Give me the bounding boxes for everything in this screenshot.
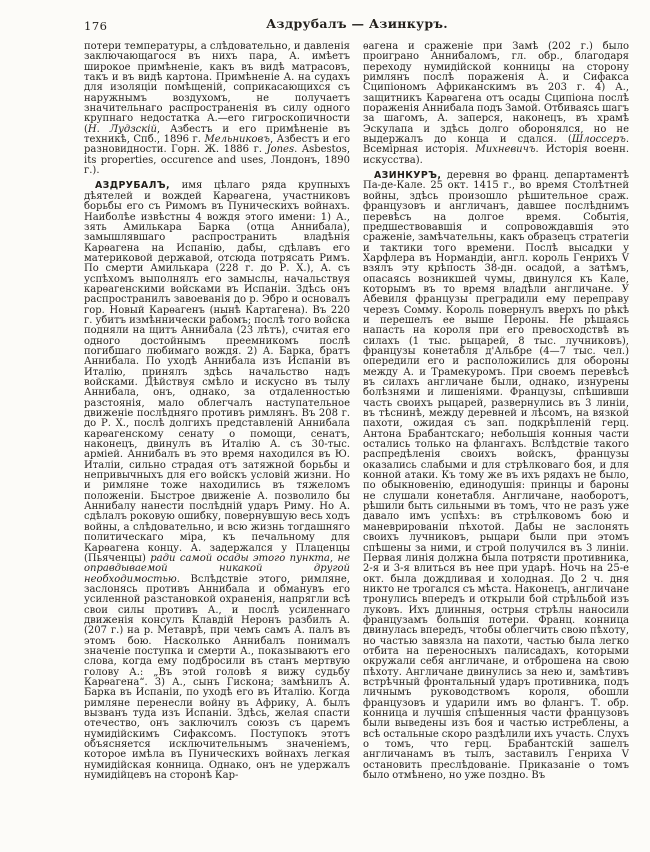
text-segment: . Всемірная исторія. (363, 134, 629, 156)
entry-headword: АЗИНКУРЪ, (374, 170, 442, 182)
text-segment: Шлоссеръ (571, 134, 626, 146)
continuation-paragraph (84, 42, 350, 176)
left-column (84, 42, 350, 781)
text-block (84, 16, 630, 781)
text-segment: Михневичъ (475, 144, 536, 156)
text-segment: , Азбестъ и его разновидности. Горн. Ж. 1886 г. (84, 134, 350, 156)
column-container (84, 42, 630, 781)
entry-paragraph (363, 171, 629, 781)
text-segment: Мельниковъ (204, 134, 270, 146)
text-segment: Н. Лудзскій (87, 123, 157, 135)
text-segment: Вслѣдствіе этого, римляне, заслонясь противъ Аннибала и обманувъ его усиленной разстановкой охраненія, напрягли всѣ свои силы противъ А., и послѣ усиленнаго движенія консулъ Клавдій Неронъ разбилъ А. (207 г.) на р. Метаврѣ, при чемъ самъ А. палъ въ этомъ бою. Насколько Аннибалъ понималъ значеніе поступка и смерти А., показываютъ его слова, когда ему подбросили въ станъ мертвую голову А.: „Въ этой головѣ я вижу судьбу Карѳагена“. 3) А., сынъ Гискона; замѣнилъ А. Барка въ Испаніи, по уходѣ его въ Италію. Когда римляне перенесли войну въ Африку, А. былъ вызванъ туда изъ Испаніи. Здѣсь, желая спасти отечество, онъ заключилъ союзъ съ царемъ нумидійскимъ Сифаксомъ. Поступокъ этотъ объясняется исключительнымъ значеніемъ, которое имѣла въ Пуническихъ войнахъ легкая нумидійская конница. Однако, онъ не удержалъ нумидійцевъ на сторонѣ Кар- (84, 573, 350, 782)
continuation-paragraph (363, 42, 629, 166)
text-segment: имя цѣлаго ряда крупныхъ дѣятелей и вождей Карѳагена, участниковъ борьбы его съ Римомъ въ Пуническихъ войнахъ. Наиболѣе извѣстны 4 вождя этого имени: 1) А., зять Амилькара Барка (отца Аннибала), замышлявшаго распространить владѣнія Карѳагена на Испанію, дабы, сдѣлавъ его материковой державой, отсюда потрясать Римъ. По смерти Амилькара (228 г. до Р. Х.), А. съ успѣхомъ выполнялъ его замыслы, начальствуя карѳагенскими войсками въ Испаніи. Здѣсь онъ распространилъ завоеванія до р. Эбро и основалъ гор. Новый Карѳагенъ (нынѣ Картагена). Въ 220 г. убитъ измѣннически рабомъ; послѣ того войска подняли на щитъ Аннибала (23 лѣтъ), считая его одного достойнымъ преемникомъ послѣ погибшаго любимаго вождя. 2) А. Барка, братъ Аннибала. По уходѣ Аннибала изъ Испаніи въ Италію, принялъ здѣсь начальство надъ войсками. Дѣйствуя смѣло и искусно въ тылу Аннибала, онъ, однако, за отдаленностью разстоянія, мало облегчалъ наступательное движеніе послѣдняго противъ римлянъ. Въ 208 г. до Р. Х., послѣ долгихъ представленій Аннибала карѳагенскому сенату о помощи, сенатъ, наконецъ, двинулъ въ Италію А. съ 30-тыс. арміей. Аннибалъ въ это время находился въ Ю. Италіи, сильно страдая отъ затяжной борьбы и непривычныхъ для его войскъ условій жизни. Но и римляне тоже находились въ тяжеломъ положеніи. Быстрое движеніе А. позволило бы Аннибалу нанести послѣдній ударъ Риму. Но А. сдѣлалъ роковую ошибку, повернувшую весь ходъ войны, а слѣдовательно, и всю жизнь тогдашняго политическаго міра, къ печальному для Карѳагена концу. А. задержался у Плаценцы (Пьяченцы) (84, 180, 350, 564)
running-head: Аздрубалъ — Азинкуръ. (266, 16, 448, 31)
right-column (363, 42, 629, 781)
text-segment: деревня во франц. департаментѣ Па-де-Кале. 25 окт. 1415 г., во время Столѣтней войны, здѣсь произошло рѣшительное сраж. французовъ и англичанъ, давшее послѣднимъ перевѣсъ на долгое время. Событія, предшествовавшія и сопровождавшія это сраженіе, замѣчательны, какъ образецъ стратегіи и тактики того времени. Послѣ высадки у Харфлера въ Нормандіи, англ. король Генрихъ V взялъ эту крѣпость 38-дн. осадой, а затѣмъ, опасаясь возникшей чумы, двинулся къ Кале, которымъ въ то время владѣли англичане. У Абевиля французы преградили ему переправу черезъ Сомму. Король повернулъ вверхъ по рѣкѣ и перешелъ ее выше Пероны. Не рѣшаясь напасть на короля при его превосходствѣ въ силахъ (1 тыс. рыцарей, 8 тыс. лучниковъ), французы конетабля д'Альбре (4—7 тыс. чел.) опередили его и расположились для обороны между А. и Трамекуромъ. При своемъ перевѣсѣ въ силахъ англичане были, однако, изнурены болѣзнями и лишеніями. Французы, спѣшивши часть своихъ рыцарей, развернулись въ 3 линіи, въ тѣснинѣ, между деревней и лѣсомъ, на вязкой пахоти, ожидая съ зап. подкрѣпленій герц. Антона Брабантскаго; небольшія конныя части остались только на флангахъ. Вслѣдствіе такого распредѣленія своихъ войскъ, французы оказались слабыми и для стрѣлковаго боя, и для конной атаки. Къ тому же въ ихъ рядахъ не было, по обыкновенію, единодушія: принцы и бароны не слушали конетабля. Англичане, наоборотъ, рѣшили быть сильными въ томъ, что не разъ уже давало имъ успѣхъ: въ стрѣлковомъ бою и маневрированіи пѣхотой. Дабы не заслонять своихъ лучниковъ, рыцари были при этомъ спѣшены за ними, и строй получился въ 3 линіи. Первая линія должна была потрясти противника, 2-я и 3-я влиться въ нее при ударѣ. Ночь на 25-е окт. была дождливая и холодная. До 2 ч. дня никто не трогался съ мѣста. Наконецъ, англичане тронулись впередъ и открыли бой стрѣльбой изъ луковъ. Ихъ длинныя, острыя стрѣлы наносили французамъ большія потери. Франц. конница двинулась впередъ, чтобы облегчить свою пѣхоту, но частью завязла на пахоти, частью была легко отбита на переносныхъ палисадахъ, которыми окружали себя англичане, и отброшена на свою пѣхоту. Англичане двинулись за нею и, замѣтивъ встрѣчный фронтальный ударъ противника, подъ личнымъ руководствомъ короля, обошли французовъ и ударили имъ во флангъ. Т. обр. конница и лучшія спѣшенныя части французовъ были выведены изъ боя и частью истреблены, а всѣ остальные скоро раздѣлили ихъ участь. Слухъ о томъ, что герц. Брабантскій зашелъ англичанамъ въ тылъ, заставилъ Генриха V остановить преслѣдованіе. Приказаніе о томъ было отмѣнено, но уже поздно. Въ (363, 170, 629, 782)
text-segment: ради самой осады этого пункта, не оправдываемой никакой другой необходимостью. (84, 552, 350, 585)
page-number: 176 (84, 19, 108, 33)
entry-paragraph (84, 181, 350, 781)
text-segment: потери температуры, а слѣдовательно, и давленія заключающагося въ нихъ пара, А. имѣетъ широкое примѣненіе, какъ въ видѣ матрасовъ, такъ и въ видѣ картона. Примѣненіе А. на судахъ для изоляціи помѣщеній, соприкасающихся съ наружнымъ воздухомъ, не получаетъ значительнаго распространенія въ силу одного крупнаго недостатка А.—его гигроскопичности ( (84, 41, 350, 135)
text-segment: . Исторія военн. искусства). (363, 144, 629, 166)
text-segment: Jones (266, 144, 295, 156)
entry-headword: АЗДРУБАЛЪ, (95, 180, 170, 192)
page-header (84, 16, 630, 38)
text-segment: ѳагена и сраженіе при Замѣ (202 г.) было проиграно Аннибаломъ, гл. обр., благодаря переходу нумидійской конницы на сторону римлянъ послѣ пораженія А. и Сифакса Сципіономъ Африканскимъ въ 203 г. 4) А., защитникъ Карѳагена отъ осады Сципіона послѣ пораженія Аннибала подъ Замой. Отбиваясь шагъ за шагомъ, А. заперся, наконецъ, въ храмѣ Эскулапа и здѣсь долго оборонялся, но не выдержалъ до конца и сдался. ( (363, 41, 629, 146)
text-segment: , Азбестъ и его примѣненіе въ техникѣ, Спб., 1896 г. (84, 123, 350, 146)
text-segment: . Asbestos, its properties, occurence and uses, Лондонъ, 1890 г.). (84, 144, 350, 177)
